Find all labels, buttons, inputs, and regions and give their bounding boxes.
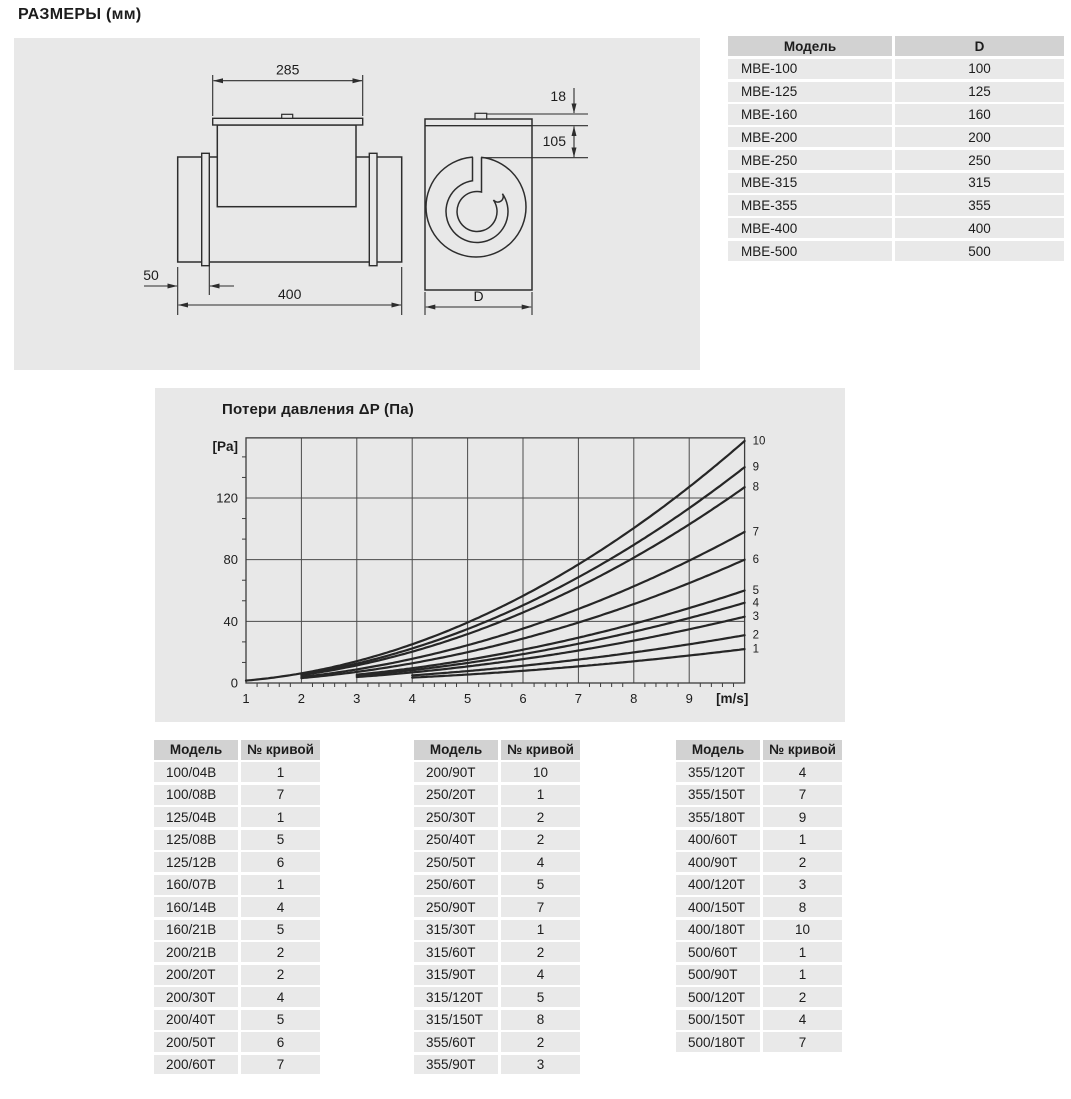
- value-cell: 7: [501, 897, 580, 917]
- value-cell: 6: [241, 1032, 320, 1052]
- model-cell: 125/12В: [154, 852, 238, 872]
- model-cell: МВЕ-500: [728, 241, 892, 261]
- curve-table-2: [414, 740, 580, 1074]
- pressure-loss-plot: [155, 388, 845, 722]
- value-cell: 1: [241, 875, 320, 895]
- y-tick-label-0: 0: [230, 675, 238, 691]
- value-cell: 5: [501, 875, 580, 895]
- value-cell: 2: [763, 852, 842, 872]
- column-header: Модель: [728, 36, 892, 56]
- y-tick-label-120: 120: [216, 490, 238, 506]
- model-cell: 355/120Т: [676, 762, 760, 782]
- value-cell: 200: [895, 127, 1064, 147]
- dim-label-lid-height: 18: [550, 88, 566, 104]
- model-cell: МВЕ-250: [728, 150, 892, 170]
- value-cell: 5: [241, 830, 320, 850]
- value-cell: 4: [763, 762, 842, 782]
- column-header: № кривой: [763, 740, 842, 760]
- model-cell: 200/40Т: [154, 1010, 238, 1030]
- model-cell: 250/60Т: [414, 875, 498, 895]
- value-cell: 355: [895, 195, 1064, 215]
- y-axis-unit-label: [Pa]: [212, 438, 238, 454]
- stem-gap-mask: [473, 154, 481, 163]
- model-cell: МВЕ-160: [728, 104, 892, 124]
- model-cell: 400/180Т: [676, 920, 760, 940]
- curve-label-6: 6: [752, 554, 760, 567]
- model-cell: 500/60Т: [676, 942, 760, 962]
- value-cell: 4: [763, 1010, 842, 1030]
- x-tick-label-4: 4: [408, 691, 416, 706]
- value-cell: 7: [241, 785, 320, 805]
- value-cell: 5: [241, 1010, 320, 1030]
- model-cell: МВЕ-200: [728, 127, 892, 147]
- model-cell: 125/08В: [154, 830, 238, 850]
- value-cell: 1: [241, 762, 320, 782]
- model-cell: 250/40Т: [414, 830, 498, 850]
- model-cell: 315/120Т: [414, 987, 498, 1007]
- dimensions-drawing-panel: [14, 38, 700, 370]
- box-lid: [213, 118, 363, 125]
- model-cell: 355/150Т: [676, 785, 760, 805]
- y-tick-label-40: 40: [223, 613, 238, 629]
- model-cell: 160/07В: [154, 875, 238, 895]
- value-cell: 1: [763, 965, 842, 985]
- lid-handle-nub: [282, 114, 293, 118]
- model-cell: 315/60Т: [414, 942, 498, 962]
- model-cell: 250/90Т: [414, 897, 498, 917]
- value-cell: 1: [763, 942, 842, 962]
- curve-label-5: 5: [752, 584, 760, 597]
- x-tick-label-3: 3: [353, 691, 361, 706]
- value-cell: 2: [501, 807, 580, 827]
- model-cell: 500/180Т: [676, 1032, 760, 1052]
- value-cell: 10: [763, 920, 842, 940]
- model-cell: 400/90Т: [676, 852, 760, 872]
- value-cell: 2: [501, 942, 580, 962]
- dim-label-total-length: 400: [278, 286, 302, 302]
- curve-label-9: 9: [752, 461, 760, 474]
- value-cell: 5: [241, 920, 320, 940]
- model-cell: 355/180Т: [676, 807, 760, 827]
- model-cell: 250/30Т: [414, 807, 498, 827]
- column-header: № кривой: [241, 740, 320, 760]
- x-tick-label-5: 5: [463, 691, 472, 706]
- value-cell: 8: [501, 1010, 580, 1030]
- value-cell: 2: [763, 987, 842, 1007]
- connection-box: [217, 125, 356, 207]
- x-tick-label-1: 1: [242, 691, 250, 706]
- column-header: Модель: [676, 740, 760, 760]
- value-cell: 3: [501, 1055, 580, 1075]
- model-cell: 400/150Т: [676, 897, 760, 917]
- page-title: РАЗМЕРЫ (мм): [18, 6, 142, 23]
- model-cell: 355/60Т: [414, 1032, 498, 1052]
- model-cell: 400/60Т: [676, 830, 760, 850]
- left-flange: [202, 153, 210, 265]
- model-cell: 315/30Т: [414, 920, 498, 940]
- dim-label-top-width: 285: [276, 61, 300, 78]
- front-lid-nub: [475, 113, 487, 119]
- value-cell: 4: [241, 897, 320, 917]
- value-cell: 3: [763, 875, 842, 895]
- model-cell: 100/04В: [154, 762, 238, 782]
- x-tick-label-7: 7: [574, 691, 583, 706]
- value-cell: 160: [895, 104, 1064, 124]
- model-cell: 200/60Т: [154, 1055, 238, 1075]
- model-cell: 200/30Т: [154, 987, 238, 1007]
- model-cell: 200/90Т: [414, 762, 498, 782]
- curve-label-7: 7: [752, 526, 760, 539]
- curve-table-1: [154, 740, 320, 1074]
- value-cell: 4: [501, 852, 580, 872]
- value-cell: 2: [501, 830, 580, 850]
- model-cell: 315/150Т: [414, 1010, 498, 1030]
- model-cell: 100/08В: [154, 785, 238, 805]
- value-cell: 9: [763, 807, 842, 827]
- value-cell: 2: [241, 942, 320, 962]
- column-header: Модель: [414, 740, 498, 760]
- value-cell: 315: [895, 173, 1064, 193]
- model-cell: 500/90Т: [676, 965, 760, 985]
- pressure-loss-chart-panel: [155, 388, 845, 722]
- curve-4: [357, 603, 745, 676]
- value-cell: 400: [895, 218, 1064, 238]
- model-cell: 250/20Т: [414, 785, 498, 805]
- model-cell: 160/14В: [154, 897, 238, 917]
- model-cell: 250/50Т: [414, 852, 498, 872]
- curve-label-8: 8: [752, 481, 760, 494]
- column-header: Модель: [154, 740, 238, 760]
- value-cell: 4: [501, 965, 580, 985]
- value-cell: 100: [895, 59, 1064, 79]
- x-tick-label-6: 6: [519, 691, 527, 706]
- value-cell: 8: [763, 897, 842, 917]
- model-cell: 355/90Т: [414, 1055, 498, 1075]
- model-cell: 125/04В: [154, 807, 238, 827]
- x-tick-label-8: 8: [630, 691, 638, 706]
- right-flange: [369, 153, 377, 265]
- model-cell: МВЕ-125: [728, 82, 892, 102]
- value-cell: 1: [501, 785, 580, 805]
- model-cell: 200/20Т: [154, 965, 238, 985]
- dim-label-box-depth: 105: [542, 133, 566, 149]
- model-cell: МВЕ-355: [728, 195, 892, 215]
- value-cell: 2: [241, 965, 320, 985]
- model-cell: 200/21В: [154, 942, 238, 962]
- dim-label-diameter: D: [473, 288, 484, 304]
- model-cell: 500/120Т: [676, 987, 760, 1007]
- curve-label-3: 3: [752, 611, 760, 624]
- curve-table-3: [676, 740, 842, 1052]
- dimensions-drawing: [14, 38, 700, 370]
- curve-label-10: 10: [752, 435, 766, 448]
- column-header: № кривой: [501, 740, 580, 760]
- model-cell: 400/120Т: [676, 875, 760, 895]
- value-cell: 2: [501, 1032, 580, 1052]
- value-cell: 6: [241, 852, 320, 872]
- model-cell: МВЕ-400: [728, 218, 892, 238]
- value-cell: 5: [501, 987, 580, 1007]
- value-cell: 4: [241, 987, 320, 1007]
- front-view-body: [425, 119, 532, 290]
- model-cell: 160/21В: [154, 920, 238, 940]
- curve-label-1: 1: [752, 643, 760, 656]
- model-cell: МВЕ-100: [728, 59, 892, 79]
- value-cell: 7: [241, 1055, 320, 1075]
- value-cell: 125: [895, 82, 1064, 102]
- x-tick-label-2: 2: [297, 691, 306, 706]
- value-cell: 250: [895, 150, 1064, 170]
- value-cell: 1: [241, 807, 320, 827]
- dimension-table: [728, 36, 1064, 261]
- curve-label-4: 4: [752, 597, 760, 610]
- model-cell: 315/90Т: [414, 965, 498, 985]
- x-tick-label-9: 9: [685, 691, 693, 706]
- value-cell: 500: [895, 241, 1064, 261]
- value-cell: 10: [501, 762, 580, 782]
- y-tick-label-80: 80: [223, 552, 238, 568]
- x-axis-unit-label: [m/s]: [716, 691, 749, 706]
- model-cell: 500/150Т: [676, 1010, 760, 1030]
- curve-label-2: 2: [752, 629, 760, 642]
- column-header: D: [895, 36, 1064, 56]
- chart-title: Потери давления ΔP (Па): [222, 401, 414, 418]
- model-cell: 200/50Т: [154, 1032, 238, 1052]
- dim-label-inlet-offset: 50: [143, 267, 159, 283]
- model-cell: МВЕ-315: [728, 173, 892, 193]
- value-cell: 7: [763, 1032, 842, 1052]
- value-cell: 1: [501, 920, 580, 940]
- value-cell: 1: [763, 830, 842, 850]
- value-cell: 7: [763, 785, 842, 805]
